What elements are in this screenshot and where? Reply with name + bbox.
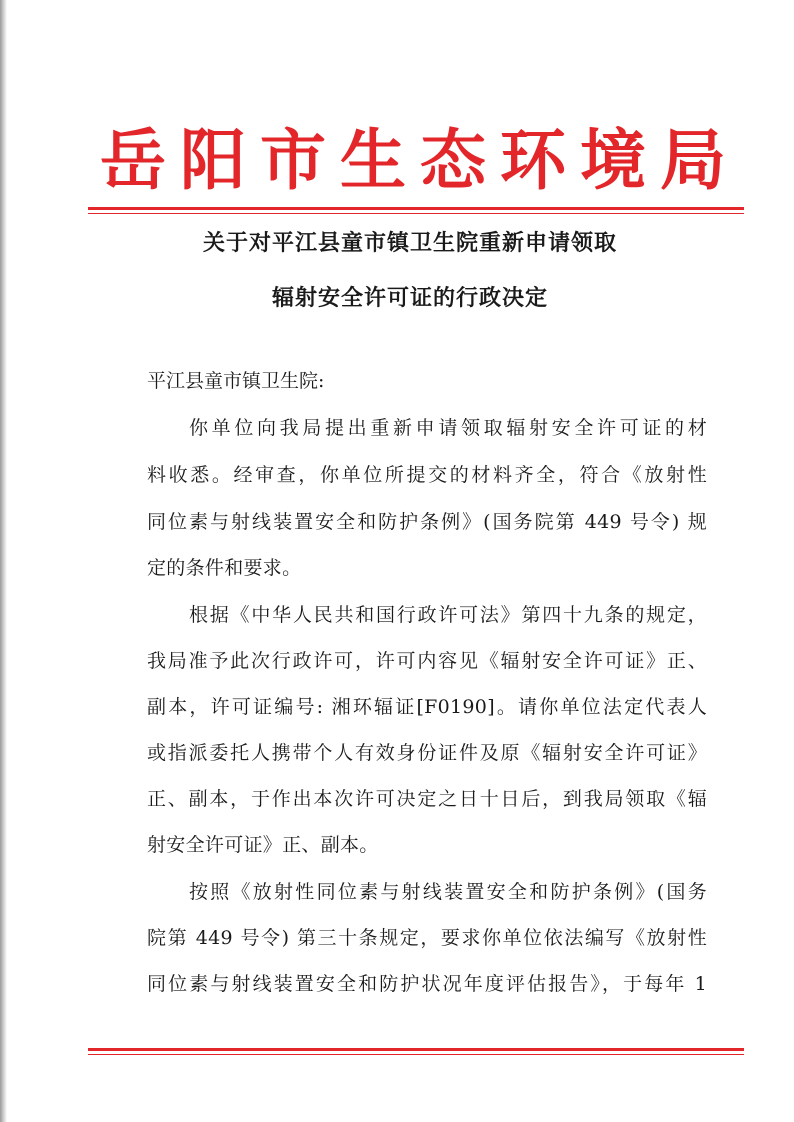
scan-edge-shadow	[0, 0, 7, 1122]
body-line: 副本，许可证编号: 湘环辐证[F0190]。请你单位法定代表人	[147, 696, 707, 718]
body-line: 我局准予此次行政许可，许可内容见《辐射安全许可证》正、	[147, 650, 707, 672]
footer-rule-thin	[88, 1054, 744, 1055]
document-title-line-2: 辐射安全许可证的行政决定	[271, 285, 548, 311]
document-title-line-1: 关于对平江县童市镇卫生院重新申请领取	[202, 230, 617, 256]
footer-rule-thick	[88, 1048, 744, 1051]
header-rule-thick	[88, 207, 744, 210]
header-red-rule	[88, 207, 744, 214]
body-line: 射安全许可证》正、副本。	[147, 834, 379, 856]
header-rule-thin	[88, 213, 744, 214]
footer-red-rule	[88, 1048, 744, 1055]
body-line: 你单位向我局提出重新申请领取辐射安全许可证的材	[189, 417, 707, 439]
body-line: 料收悉。经审查，你单位所提交的材料齐全，符合《放射性	[147, 464, 707, 486]
addressee: 平江县童市镇卫生院:	[147, 370, 325, 392]
body-line: 或指派委托人携带个人有效身份证件及原《辐射安全许可证》	[147, 742, 707, 764]
body-line: 按照《放射性同位素与射线装置安全和防护条例》(国务	[189, 881, 707, 903]
body-line: 院第 449 号令) 第三十条规定，要求你单位依法编写《放射性	[147, 927, 707, 949]
body-line: 同位素与射线装置安全和防护条例》(国务院第 449 号令) 规	[147, 511, 707, 533]
issuing-authority-title: 岳阳市生态环境局	[100, 121, 740, 199]
body-line: 定的条件和要求。	[147, 557, 302, 579]
body-line: 同位素与射线装置安全和防护状况年度评估报告》，于每年 1	[147, 973, 707, 995]
body-line: 根据《中华人民共和国行政许可法》第四十九条的规定，	[189, 604, 707, 626]
body-line: 正、副本，于作出本次许可决定之日十日后，到我局领取《辐	[147, 788, 707, 810]
